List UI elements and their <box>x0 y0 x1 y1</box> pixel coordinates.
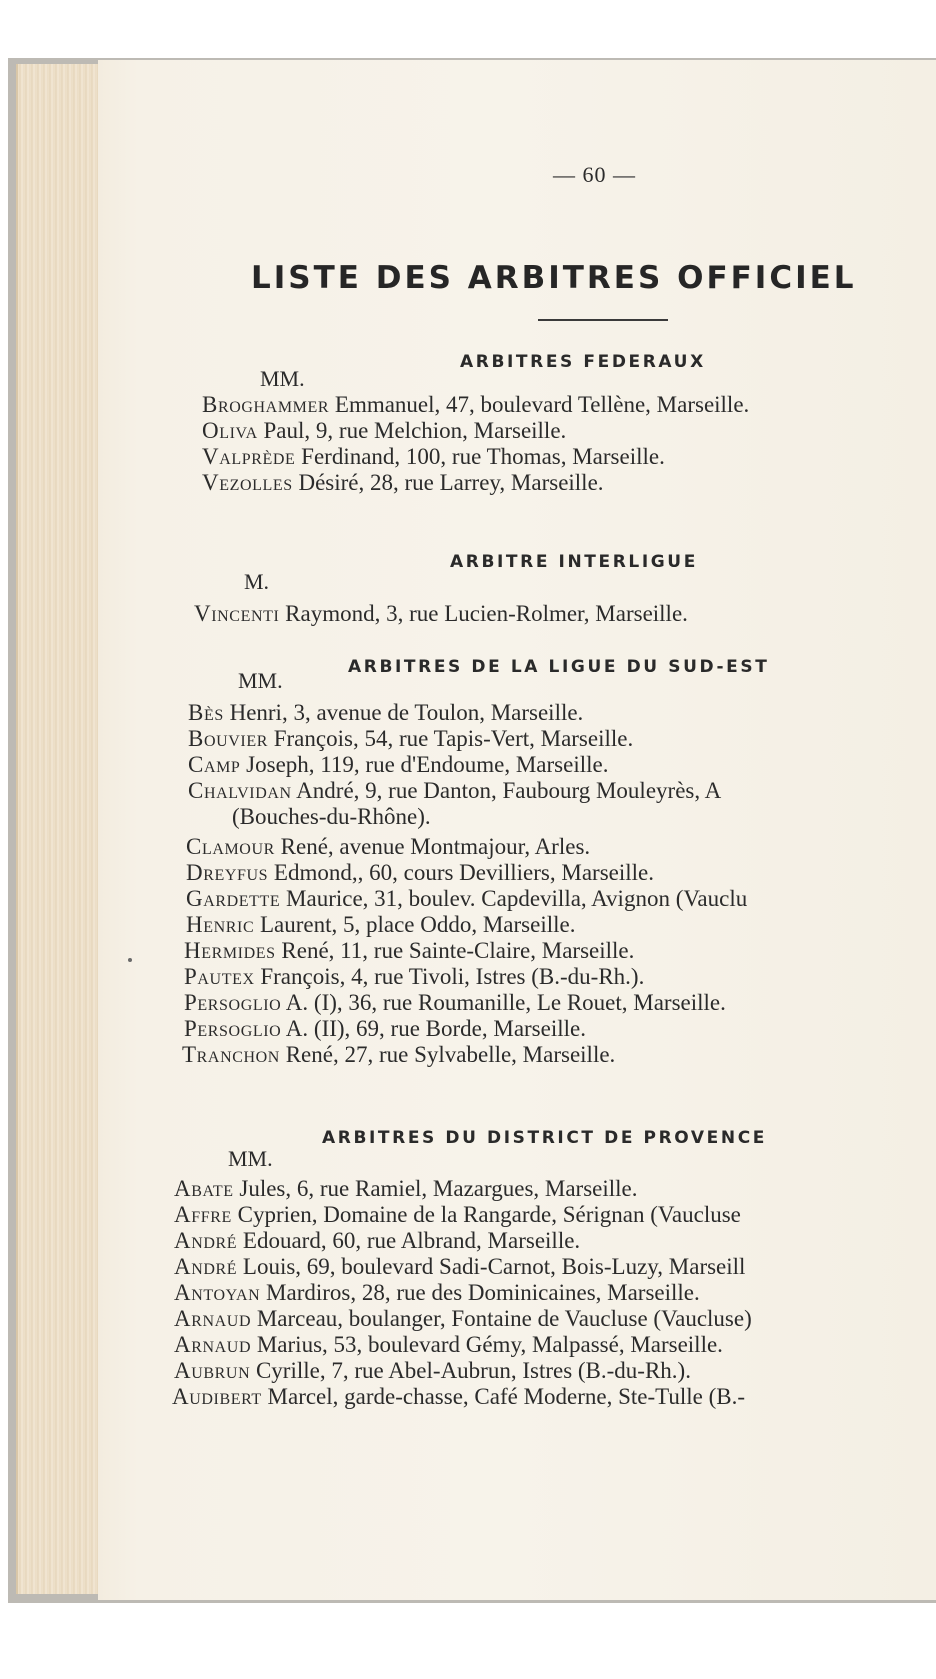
list-item: André Louis, 69, boulevard Sadi-Carnot, Bois-Luzy, Marseill <box>174 1254 746 1279</box>
list-item: Tranchon René, 27, rue Sylvabelle, Marseille. <box>182 1042 616 1067</box>
honorific-sud-est: MM. <box>238 668 283 693</box>
list-item: Oliva Paul, 9, rue Melchion, Marseille. <box>202 418 567 443</box>
list-item: Gardette Maurice, 31, boulev. Capdevilla, Avignon (Vauclu <box>186 886 748 911</box>
list-item: Broghammer Emmanuel, 47, boulevard Tellène, Marseille. <box>202 392 750 417</box>
section-heading-provence: ARBITRES DU DISTRICT DE PROVENCE <box>322 1128 767 1148</box>
page-edges <box>16 64 104 1594</box>
page-number: — 60 — <box>553 162 636 187</box>
page-title: LISTE DES ARBITRES OFFICIEL <box>251 260 857 296</box>
list-item: André Edouard, 60, rue Albrand, Marseille. <box>174 1228 581 1253</box>
list-item: Clamour René, avenue Montmajour, Arles. <box>186 834 591 859</box>
honorific-interligue: M. <box>244 569 270 594</box>
section-heading-federaux: ARBITRES FEDERAUX <box>460 352 706 372</box>
list-item: Vezolles Désiré, 28, rue Larrey, Marseille. <box>202 470 604 495</box>
list-item: Valprède Ferdinand, 100, rue Thomas, Marseille. <box>202 444 665 469</box>
list-item: Persoglio A. (II), 69, rue Borde, Marseille. <box>184 1016 586 1041</box>
list-item: Arnaud Marceau, boulanger, Fontaine de Vaucluse (Vaucluse) <box>174 1306 752 1331</box>
list-item: Persoglio A. (I), 36, rue Roumanille, Le Rouet, Marseille. <box>184 990 726 1015</box>
list-item: Bès Henri, 3, avenue de Toulon, Marseille. <box>188 700 584 725</box>
list-item-continuation: (Bouches-du-Rhône). <box>232 804 431 829</box>
list-item: Henric Laurent, 5, place Oddo, Marseille. <box>186 912 576 937</box>
section-heading-sud-est: ARBITRES DE LA LIGUE DU SUD-EST <box>348 657 770 677</box>
list-item: Bouvier François, 54, rue Tapis-Vert, Marseille. <box>188 726 634 751</box>
list-item: Audibert Marcel, garde-chasse, Café Moderne, Ste-Tulle (B.- <box>172 1384 746 1409</box>
list-item: Dreyfus Edmond,, 60, cours Devilliers, Marseille. <box>186 860 654 885</box>
honorific-provence: MM. <box>228 1146 273 1171</box>
book-page <box>98 60 936 1600</box>
honorific-federaux: MM. <box>260 366 305 391</box>
list-item: Hermides René, 11, rue Sainte-Claire, Marseille. <box>184 938 635 963</box>
list-item: Camp Joseph, 119, rue d'Endoume, Marseille. <box>188 752 609 777</box>
list-item: Aubrun Cyrille, 7, rue Abel-Aubrun, Istres (B.-du-Rh.). <box>174 1358 691 1383</box>
list-item: Pautex François, 4, rue Tivoli, Istres (B.-du-Rh.). <box>184 964 645 989</box>
list-item: Vincenti Raymond, 3, rue Lucien-Rolmer, Marseille. <box>194 601 688 626</box>
paper-speck <box>128 958 132 962</box>
title-underline <box>538 319 668 321</box>
list-item: Antoyan Mardiros, 28, rue des Dominicaines, Marseille. <box>174 1280 700 1305</box>
list-item: Abate Jules, 6, rue Ramiel, Mazargues, Marseille. <box>174 1176 638 1201</box>
list-item: Chalvidan André, 9, rue Danton, Faubourg Mouleyrès, A <box>188 778 722 803</box>
section-heading-interligue: ARBITRE INTERLIGUE <box>450 552 698 572</box>
list-item: Arnaud Marius, 53, boulevard Gémy, Malpassé, Marseille. <box>174 1332 723 1357</box>
list-item: Affre Cyprien, Domaine de la Rangarde, Sérignan (Vaucluse <box>174 1202 741 1227</box>
